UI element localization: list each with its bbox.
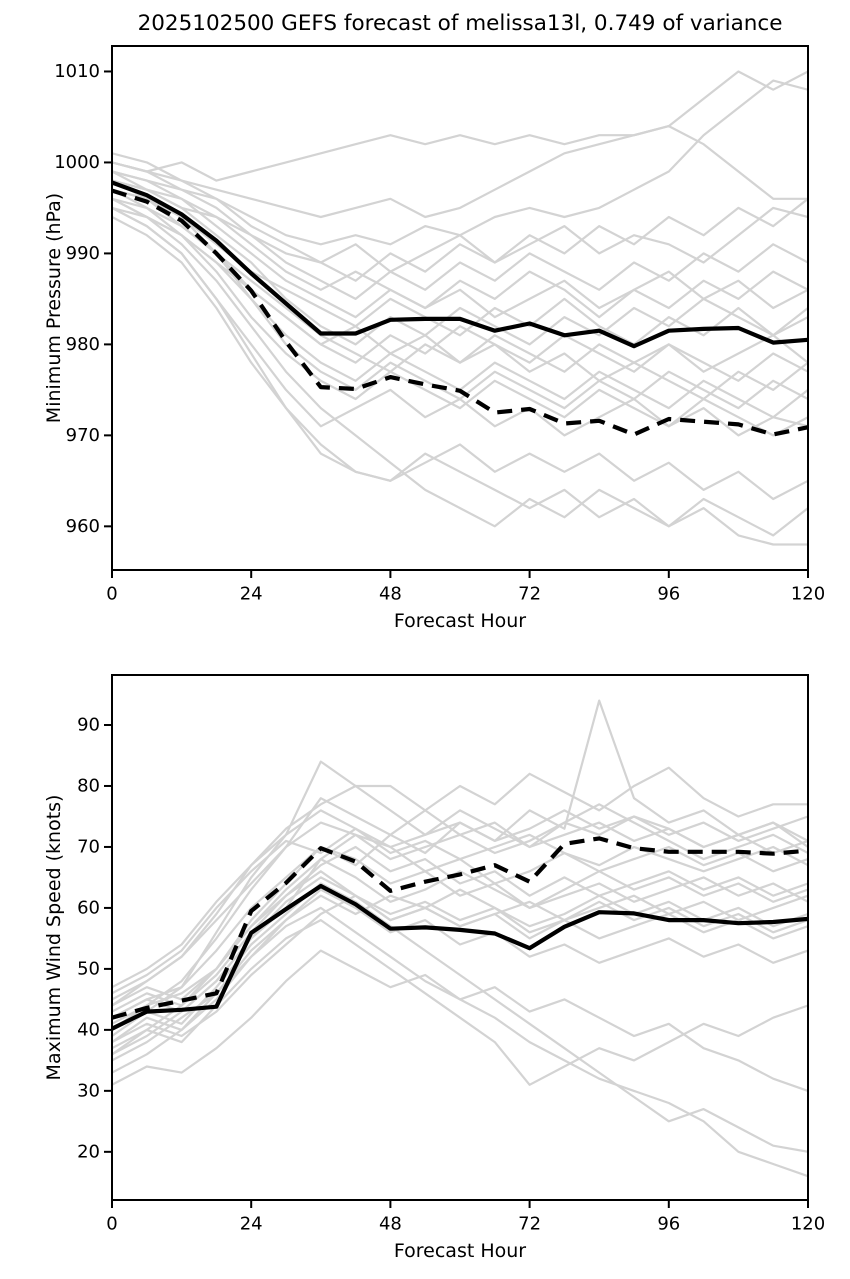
ensemble-member-line <box>112 908 808 1176</box>
x-tick-label: 72 <box>518 1213 542 1235</box>
y-tick-label: 1000 <box>54 151 100 173</box>
ensemble-member-line <box>112 126 808 217</box>
wind-chart <box>43 675 825 1262</box>
series-group <box>112 72 808 545</box>
ensemble-member-line <box>112 72 808 181</box>
x-tick-label: 0 <box>106 583 118 605</box>
y-tick-label: 980 <box>65 333 100 355</box>
series-group <box>112 701 808 1177</box>
y-tick-label: 990 <box>65 242 100 264</box>
x-tick-label: 48 <box>378 1213 402 1235</box>
y-tick-label: 20 <box>77 1141 100 1163</box>
x-tick-label: 48 <box>378 583 402 605</box>
ensemble-member-line <box>112 810 808 987</box>
y-tick-label: 80 <box>77 775 100 797</box>
pressure-chart <box>43 46 825 632</box>
x-tick-label: 96 <box>657 1213 681 1235</box>
y-tick-label: 40 <box>77 1019 100 1041</box>
ensemble-member-line <box>112 951 808 1091</box>
y-tick-label: 60 <box>77 897 100 919</box>
x-tick-label: 24 <box>239 583 263 605</box>
ensemble-member-line <box>112 896 808 1073</box>
ensemble-member-line <box>112 877 808 1017</box>
y-axis-label: Minimum Pressure (hPa) <box>43 192 65 424</box>
y-tick-label: 50 <box>77 958 100 980</box>
y-tick-label: 960 <box>65 515 100 537</box>
x-tick-label: 120 <box>790 583 826 605</box>
x-tick-label: 0 <box>106 1213 118 1235</box>
x-tick-label: 72 <box>518 583 542 605</box>
x-tick-label: 24 <box>239 1213 263 1235</box>
ensemble-member-line <box>112 162 808 299</box>
figure-title: 2025102500 GEFS forecast of melissa13l, 0.749 of variance <box>137 11 783 36</box>
x-tick-label: 120 <box>790 1213 826 1235</box>
x-axis-label: Forecast Hour <box>393 1240 527 1262</box>
y-tick-label: 70 <box>77 836 100 858</box>
ensemble-member-line <box>112 199 808 536</box>
ensemble-member-line <box>112 81 808 245</box>
y-axis-label: Maximum Wind Speed (knots) <box>43 794 65 1081</box>
y-tick-label: 1010 <box>54 60 100 82</box>
x-axis-label: Forecast Hour <box>393 610 527 632</box>
y-tick-label: 30 <box>77 1080 100 1102</box>
x-tick-label: 96 <box>657 583 681 605</box>
y-tick-label: 970 <box>65 424 100 446</box>
ensemble-member-line <box>112 190 808 345</box>
y-tick-label: 90 <box>77 714 100 736</box>
